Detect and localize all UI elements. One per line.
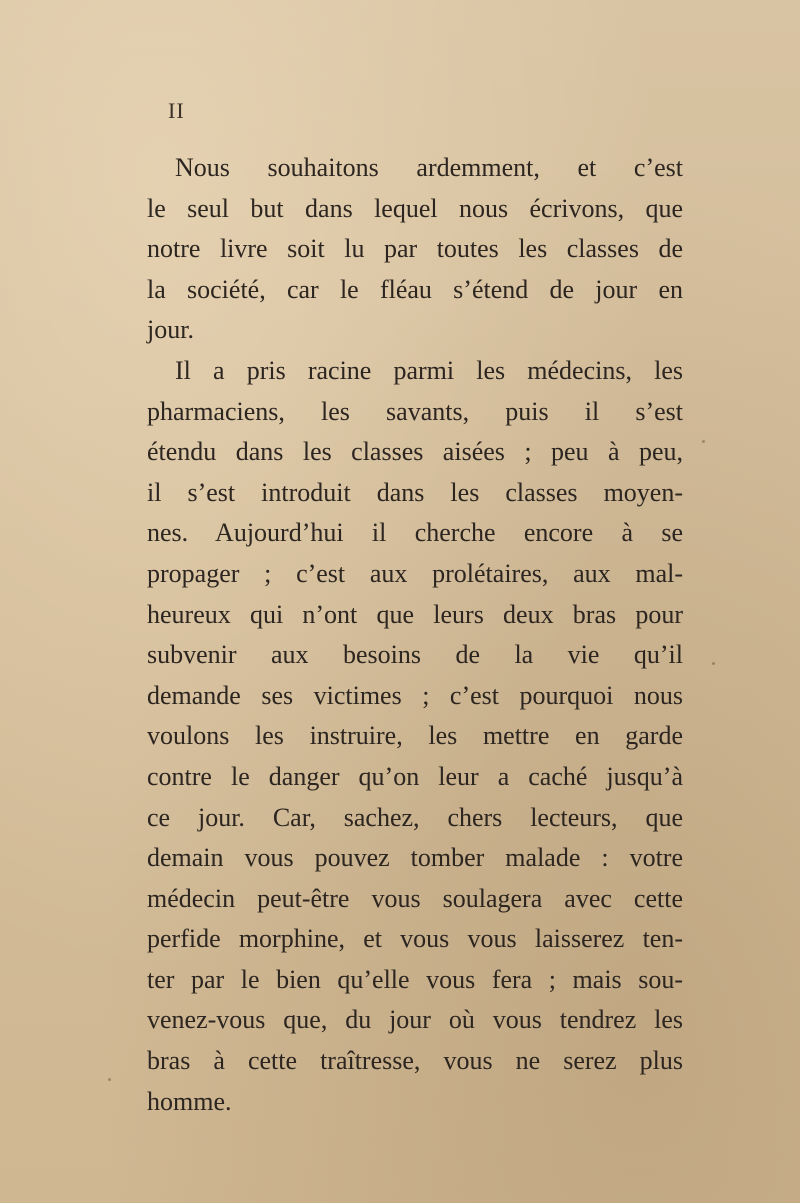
text-line: ce jour. Car, sachez, chers lecteurs, que <box>147 802 683 832</box>
text-line: la société, car le fléau s’étend de jour en <box>147 274 683 304</box>
text-line: étendu dans les classes aisées ; peu à peu, <box>147 437 683 467</box>
paper-speck <box>712 662 715 665</box>
text-line: venez-vous que, du jour où vous tendrez les <box>147 1005 683 1035</box>
paper-speck <box>702 440 705 443</box>
text-line: demain vous pouvez tomber malade : votre <box>147 843 683 873</box>
text-line: perfide morphine, et vous vous laisserez ten- <box>147 924 683 954</box>
text-line: bras à cette traîtresse, vous ne serez plus <box>147 1046 683 1076</box>
text-line: Il a pris racine parmi les médecins, les <box>175 355 683 385</box>
text-line: voulons les instruire, les mettre en garde <box>147 721 683 751</box>
text-line: demande ses victimes ; c’est pourquoi nous <box>147 680 683 710</box>
page-number: II <box>168 98 185 123</box>
text-line: homme. <box>147 1086 232 1116</box>
text-line: nes. Aujourd’hui il cherche encore à se <box>147 518 683 548</box>
text-line: notre livre soit lu par toutes les classes de <box>147 234 683 264</box>
paper-speck <box>108 1078 111 1081</box>
text-line: subvenir aux besoins de la vie qu’il <box>147 640 683 670</box>
body-text <box>147 148 683 1122</box>
text-line: ter par le bien qu’elle vous fera ; mais sou- <box>147 964 683 994</box>
text-line: il s’est introduit dans les classes moyen- <box>147 477 683 507</box>
text-line: pharmaciens, les savants, puis il s’est <box>147 396 683 426</box>
text-line: médecin peut-être vous soulagera avec cette <box>147 883 683 913</box>
paragraph-1 <box>147 148 683 351</box>
text-line: contre le danger qu’on leur a caché jusqu’à <box>147 761 683 791</box>
text-line: propager ; c’est aux prolétaires, aux mal- <box>147 558 683 588</box>
text-line: Nous souhaitons ardemment, et c’est <box>175 153 683 182</box>
paragraph-2 <box>147 351 683 1122</box>
text-line: jour. <box>147 315 194 345</box>
text-line: heureux qui n’ont que leurs deux bras pour <box>147 599 683 629</box>
text-line: le seul but dans lequel nous écrivons, que <box>147 193 683 223</box>
